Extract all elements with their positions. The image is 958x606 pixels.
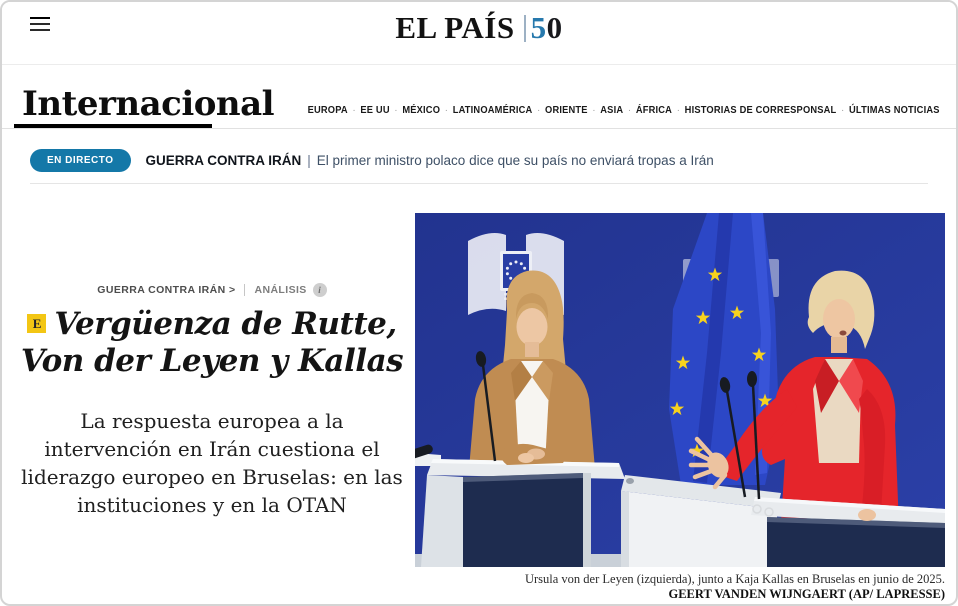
kicker-divider [244, 284, 245, 296]
live-headline-link[interactable]: El primer ministro polaco dice que su país no enviará tropas a Irán [316, 152, 714, 168]
article-tag-analisis[interactable]: ANÁLISIS [254, 284, 307, 296]
nav-separator: · [592, 105, 596, 116]
nav-item-oriente[interactable]: ORIENTE [545, 105, 589, 116]
nav-item-africa[interactable]: ÁFRICA [636, 105, 673, 116]
header [2, 2, 956, 65]
article-header [12, 283, 412, 519]
live-badge[interactable]: EN DIRECTO [30, 149, 131, 172]
logo-anniversary-digit-5: 5 [530, 10, 547, 45]
article-photo [415, 213, 945, 567]
nav-item-mexico[interactable]: MÉXICO [402, 105, 441, 116]
article-title-text: Vergüenza de Rutte, Von der Leyen y Kallas [20, 306, 404, 379]
section-title[interactable]: Internacional [22, 84, 275, 124]
nav-separator: · [394, 105, 399, 116]
section-nav [308, 105, 940, 116]
info-icon[interactable]: i [313, 283, 327, 297]
section-divider [2, 128, 956, 129]
nav-item-ultimas-noticias[interactable]: ÚLTIMAS NOTICIAS [849, 105, 940, 116]
nav-item-latinoamerica[interactable]: LATINOAMÉRICA [453, 105, 533, 116]
nav-separator: · [841, 105, 845, 116]
nav-item-historias-de-corresponsal[interactable]: HISTORIAS DE CORRESPONSAL [685, 105, 837, 116]
nav-separator: · [628, 105, 632, 116]
photo-credit: GEERT VANDEN WIJNGAERT (AP/ LAPRESSE) [668, 587, 945, 601]
article-kicker [12, 283, 412, 297]
nav-item-asia[interactable]: ASIA [600, 105, 624, 116]
live-separator: | [307, 152, 311, 168]
nav-separator: · [352, 105, 357, 116]
article-title[interactable] [12, 306, 412, 380]
live-news-bar [30, 146, 928, 174]
logo-text: EL PAÍS [395, 10, 515, 45]
brand-logo[interactable] [2, 10, 956, 46]
article-subtitle: La respuesta europea a la intervención en Irán cuestiona el liderazgo europeo en Bruselas: en las instituciones y en la OTAN [21, 409, 403, 517]
photo-caption: Ursula von der Leyen (izquierda), junto a Kaja Kallas en Bruselas en junio de 2025. [524, 572, 945, 586]
exclusive-badge: E [27, 314, 46, 333]
logo-anniversary-digit-0: 0 [546, 10, 563, 45]
live-bar-divider [30, 183, 928, 184]
photo-caption-block [415, 572, 945, 602]
nav-separator: · [445, 105, 449, 116]
right-podium [751, 497, 945, 567]
kicker-link[interactable]: GUERRA CONTRA IRÁN > [97, 284, 236, 296]
nav-separator: · [537, 105, 541, 116]
nav-item-eeuu[interactable]: EE UU [360, 105, 391, 116]
nav-separator: · [677, 105, 681, 116]
nav-item-europa[interactable]: EUROPA [307, 105, 349, 116]
live-topic-link[interactable]: GUERRA CONTRA IRÁN [145, 152, 302, 168]
logo-divider [524, 15, 526, 42]
